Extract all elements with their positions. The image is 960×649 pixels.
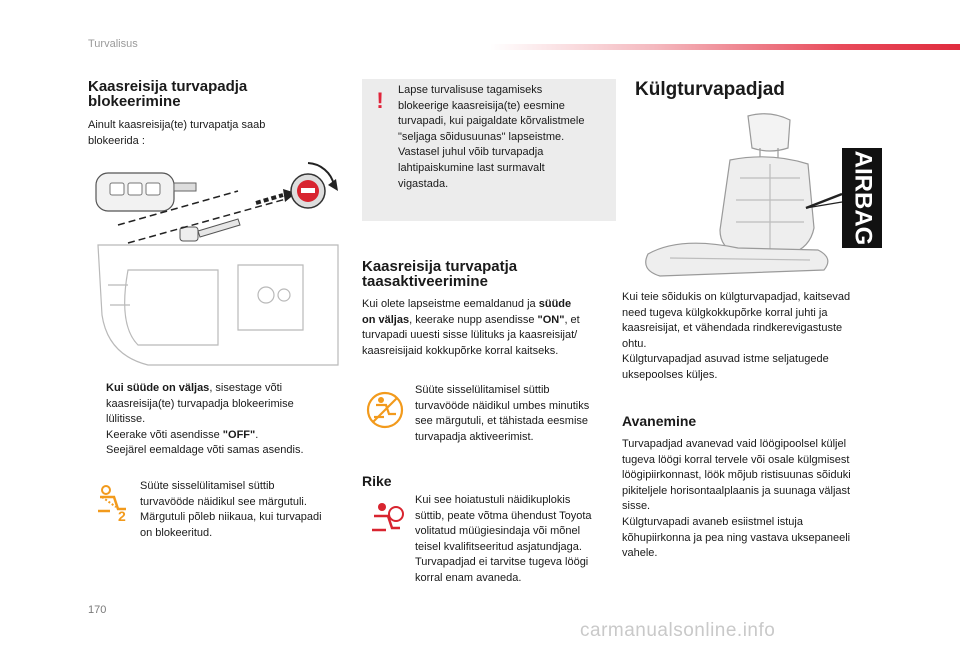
seatbelt-airbag-off-icon	[92, 483, 132, 523]
section-title-airbag-deactivation: Kaasreisija turvapadja blokeerimine	[88, 78, 248, 110]
svg-text:2: 2	[118, 508, 126, 523]
section-title-airbag-reactivation: Kaasreisija turvapatja taasaktiveerimine	[362, 258, 518, 290]
seatbelt-airbag-on-icon	[365, 390, 405, 430]
side-airbag-seat-illustration	[620, 108, 890, 283]
glovebox-key-switch-illustration	[88, 155, 348, 375]
bullet-marker	[88, 428, 106, 444]
fault-text: Kui see hoiatustuli näidikuplokis süttib, peate võtma ühendust Toyota volitatud müügiesindaja või mõnel teisel kvalifitseeritud asjatundjaga. Turvapadjad ei tarvitse tugeva löögi korral enam avaneda.	[415, 494, 592, 584]
side-airbag-description: Kui teie sõidukis on külgturvapadjad, kaitsevad need tugeva külgkokkupõrke korral juhti ja kaasreisijat, et vähendada rindkerevigastuste ohtu. Külgturvapadjad asuvad istme seljatugede uksepoolses küljes.	[622, 291, 851, 381]
section-header: Turvalisus	[88, 38, 138, 50]
page-number: 170	[88, 604, 107, 616]
list-item: Kui süüde on väljas, sisestage võti kaasreisija(te) turvapadja blokeerimise lülitisse.	[88, 381, 348, 428]
bullet-marker	[88, 381, 106, 428]
list-item: Keerake võti asendisse "OFF".	[88, 428, 348, 444]
section-title-deployment: Avanemine	[622, 413, 697, 429]
reactivation-indicator-note: Süüte sisselülitamisel süttib turvavööde näidikul umbes minutiks see märgutuli, et tähistada eesmise turvapadja aktiveerimist.	[415, 384, 590, 443]
reactivation-text: Kui olete lapseistme eemaldanud ja süüde on väljas, keerake nupp asendisse "ON", et turvapadi uuesti sisse lülituks ja kaasreisijat/ kaasreisijaid kokkupõrke korral kaitseks.	[362, 298, 580, 357]
list-item: Seejärel eemaldage võti samas asendis.	[88, 443, 348, 459]
watermark: carmanualsonline.info	[580, 620, 776, 641]
airbag-switch-icon	[291, 163, 338, 208]
airbag-label-badge	[842, 148, 882, 248]
section-title-fault: Rike	[362, 473, 392, 489]
bullet-marker	[88, 443, 106, 459]
deployment-description: Turvapadjad avanevad vaid löögipoolsel küljel tugeva löögi korral tervele või osale külgmisest löögipiirkonnast, löök mõjub ristisuunas sõiduki pikiteljele horisontaalplaanis ja suunaga väljast sisse. Külgturvapadi avaneb esiistmel istuja kõhupiirkonna ja pea ning vastava uksepaneeli vahele.	[622, 438, 851, 560]
warning-icon: !	[376, 88, 384, 113]
warning-text: Lapse turvalisuse tagamiseks blokeerige kaasreisija(te) eesmine turvapadi, kui paigaldate kõrvalistmele "seljaga sõidusuunas" lapseistme. Vastasel juhul võib turvapadja lahtipaiskumine last surmavalt vigastada.	[398, 84, 585, 190]
key-icon	[96, 173, 240, 241]
airbag-fault-icon	[366, 500, 406, 540]
airbag-label: AIRBAG	[849, 150, 877, 246]
header-accent-bar	[490, 44, 960, 50]
section-title-side-airbags: Külgturvapadjad	[635, 79, 785, 100]
intro-text: Ainult kaasreisija(te) turvapatja saab blokeerida :	[88, 119, 266, 147]
deactivation-indicator-note: Süüte sisselülitamisel süttib turvavööde näidikul see märgutuli. Märgutuli põleb niikaua, kui turvapadi on blokeeritud.	[140, 480, 322, 539]
instruction-list	[88, 381, 348, 459]
